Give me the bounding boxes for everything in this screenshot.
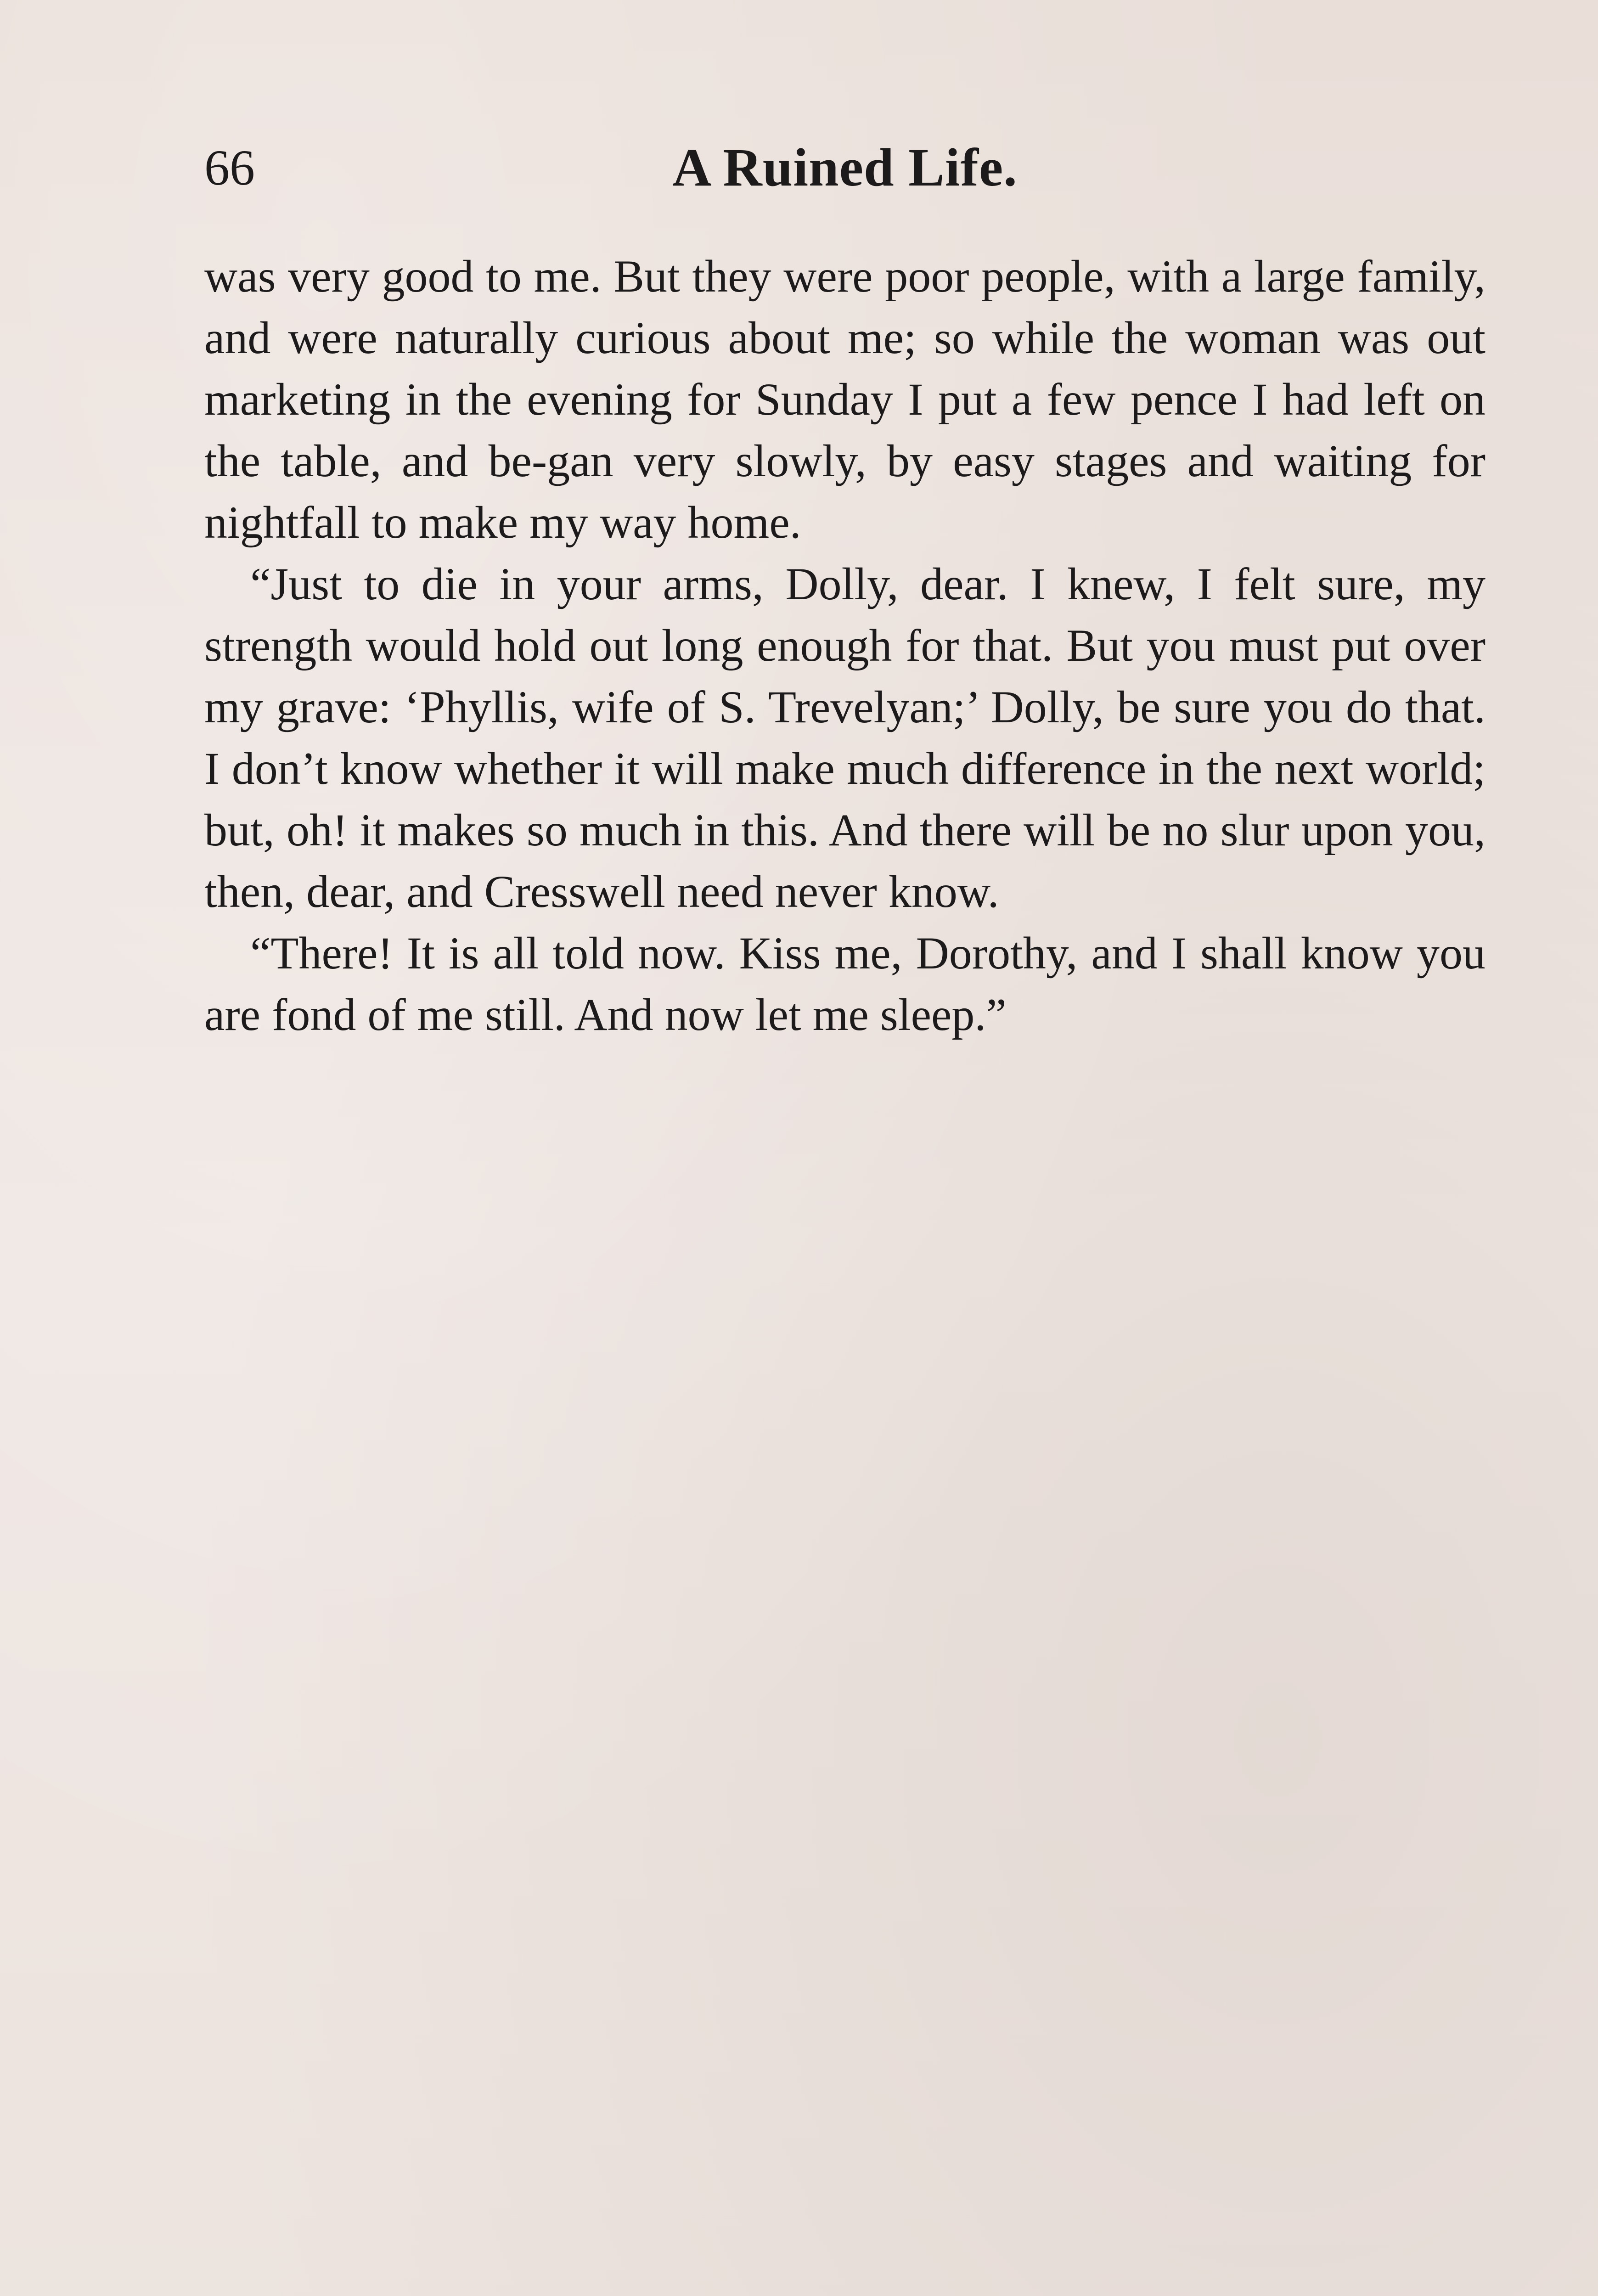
body-text: [204, 246, 1485, 1046]
paragraph-continued: was very good to me. But they were poor people, with a large family, and were naturally curious about me; so while the woman was out marketing in the evening for Sunday I put a few pence I had left on the table, and be-gan very slowly, by easy stages and waiting for nightfall to make my way home.: [204, 251, 1485, 548]
running-title: A Ruined Life.: [672, 137, 1018, 197]
paragraph: “Just to die in your arms, Dolly, dear. I knew, I felt sure, my strength would hold out long enough for that. But you must put over my grave: ‘Phyllis, wife of S. Trevelyan;’ Dolly, be sure you do that. I don’t know whether it will make much difference in the next world; but, oh! it makes so much in this. And there will be no slur upon you, then, dear, and Cresswell need never know.: [204, 558, 1485, 917]
running-head: [204, 133, 1485, 202]
page-number: 66: [204, 140, 255, 196]
paragraph: “There! It is all told now. Kiss me, Dorothy, and I shall know you are fond of me still. And now let me sleep.”: [204, 928, 1485, 1040]
